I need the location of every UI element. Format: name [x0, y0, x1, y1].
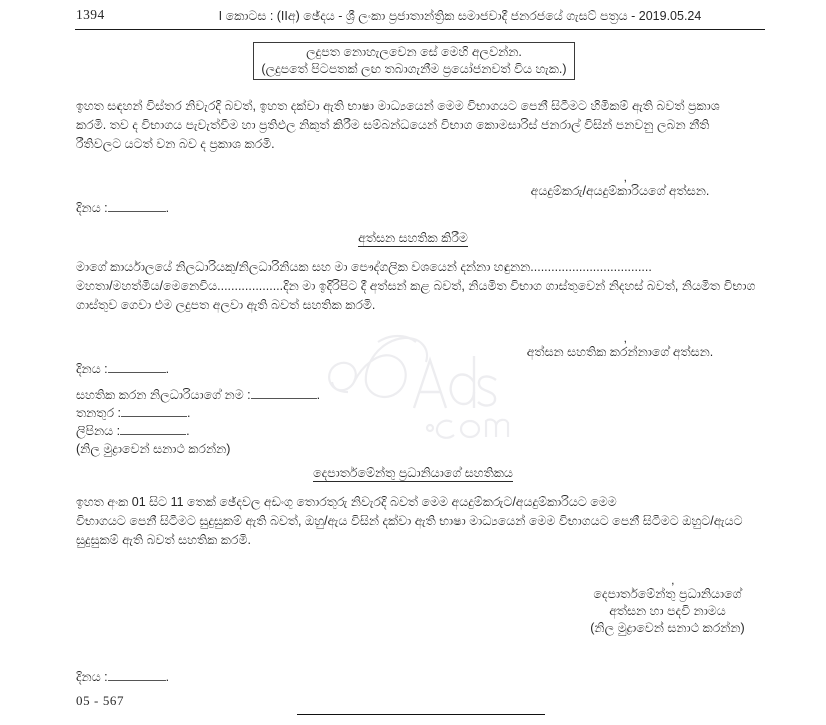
certifier-signature-caption: අත්සන සහතික කරන්නාගේ අත්සන. [526, 345, 714, 359]
declaration-line-1: ඉහත සඳහන් විස්තර නිවැරදි බවත්, ඉහත දක්වා ඇති භාෂා මාධ්‍යයෙන් මෙම විභාගයට පෙනී සිටීමට හිමිකම් ඇති බවත් ප්‍රකාශ [76, 99, 720, 113]
certifier-signature-block [470, 325, 770, 361]
header-title: I කොටස : (IIඅ) ඡේදය - ශ්‍රී ලංකා ප්‍රජාතාන්ත්‍රික සමාජවාදී ජනරජයේ ගැසට් පත්‍රය - 2019.05.24 [218, 9, 702, 23]
footer-document-code: 05 - 567 [76, 693, 125, 708]
receipt-notice-box [253, 42, 575, 80]
notice-line-2: (ලදුපතේ පිටපතක් ලඟ තබාගැනීම ප්‍රයෝජනවත් විය හැක.) [261, 62, 567, 76]
date-field-applicant[interactable] [76, 199, 169, 218]
page-number: 1394 [76, 7, 105, 22]
date-field-certifier[interactable] [76, 360, 169, 379]
department-signature-caption-3: (නිල මුද්‍රාවෙන් සනාථ කරන්න) [590, 621, 745, 635]
field-suffix: . [316, 388, 321, 402]
date-input-line-1[interactable] [108, 202, 166, 212]
page-header [0, 7, 826, 27]
date-input-line-3[interactable] [108, 671, 166, 681]
date-suffix-1: . [165, 201, 170, 215]
signature-certification-paragraph [76, 258, 766, 315]
heading-department-certificate-text: දෙපාර්තමේන්තු ප්‍රධානියාගේ සහතිකය [313, 466, 513, 480]
date-suffix-3: . [165, 670, 170, 684]
date-input-line-2[interactable] [108, 363, 166, 373]
header-divider [75, 29, 765, 30]
department-signature-caption-2: අත්සන හා පදවි නාමය [609, 604, 726, 618]
signature-comma: , [671, 573, 675, 587]
signature-cert-line-3: ගාස්තුව ගෙවා එම ලදුපත අලවා ඇති බවත් සහතික කරමි. [76, 298, 376, 312]
date-suffix-2: . [165, 362, 170, 376]
address-input[interactable] [120, 425, 186, 435]
heading-signature-certification-text: අත්සන සහතික කිරීම [358, 231, 468, 245]
signature-cert-line-1: මාගේ කාර්යාලයේ නිලධාරියකු/නිලධාරිනියක සහ මා පෞද්ගලික වශයෙන් දන්නා හඳුනන................................... [76, 260, 652, 274]
certifying-officer-name-input[interactable] [251, 389, 317, 399]
date-label-2: දිනය : [76, 362, 108, 376]
declaration-line-3: රීතිවලට යටත් වන බව ද ප්‍රකාශ කරමි. [76, 137, 275, 151]
position-input[interactable] [121, 407, 187, 417]
department-signature-caption-1: දෙපාර්තමේන්තු ප්‍රධානියාගේ [593, 587, 742, 601]
certifying-officer-name-field[interactable] [76, 386, 320, 405]
applicant-signature-caption: අයදුම්කරු/අයදුම්කාරියගේ අත්සන. [530, 184, 710, 198]
declaration-line-2: කරමි. තව ද විභාගය පැවැත්වීම හා ප්‍රතිඵල නිකුත් කිරීම සම්බන්ධයෙන් විභාග කොමසාරිස් ජනරාල් විසින් පනවනු ලබන නීති [76, 118, 710, 132]
signature-comma: , [623, 331, 627, 345]
certifying-officer-name-label: සහතික කරන නිලධාරියාගේ නම : [76, 388, 251, 402]
position-label: තනතුර : [76, 406, 121, 420]
dept-head-line-3: සුදුසුකම් ඇති බවත් සහතික කරමි. [76, 533, 251, 547]
certifying-officer-address-field[interactable] [76, 422, 190, 441]
heading-signature-certification [0, 229, 826, 248]
field-suffix: . [186, 424, 190, 438]
dept-head-line-2: විභාගයට පෙනී සිටීමට සුදුසුකම් ඇති බවත්, ඔහු/ඇය විසින් දක්වා ඇති භාෂා මාධ්‍යයෙන් මෙම විභාගයට පෙනී සිටීමට ඔහුට/ඇයට [76, 514, 743, 528]
declaration-paragraph [76, 97, 766, 154]
applicant-signature-block [470, 164, 770, 200]
date-label-3: දිනය : [76, 670, 108, 684]
dept-head-line-1: ඉහත අංක 01 සිට 11 තෙක් ඡේදවල අඩංගු තොරතුරු නිවැරදි බවත් මෙම අයදුම්කරුට/අයදුම්කාරියට මෙම [76, 495, 617, 509]
department-head-paragraph [76, 493, 766, 550]
field-suffix: . [186, 406, 191, 420]
department-head-signature-block [545, 567, 790, 637]
date-field-department[interactable] [76, 668, 169, 687]
footer-divider [297, 714, 545, 715]
address-label: ලිපිනය : [76, 424, 121, 438]
heading-department-certificate [0, 464, 826, 483]
notice-line-1: ලදුපත නොහැලවෙන සේ මෙහි අලවන්න. [306, 45, 522, 59]
signature-cert-line-2: මහතා/මහත්මිය/මෙනෙවිය...................දින මා ඉදිරිපිට දී අත්සන් කළ බවත්, නියමිත විභාග ගාස්තුවෙන් නිදහස් බවත්, නියමිත විභාග [76, 279, 756, 293]
official-seal-note: (නිල මුද්‍රාවෙන් සනාථ කරන්න) [76, 442, 231, 456]
certifying-officer-position-field[interactable] [76, 404, 190, 423]
signature-comma: , [623, 170, 627, 184]
date-label-1: දිනය : [76, 201, 108, 215]
